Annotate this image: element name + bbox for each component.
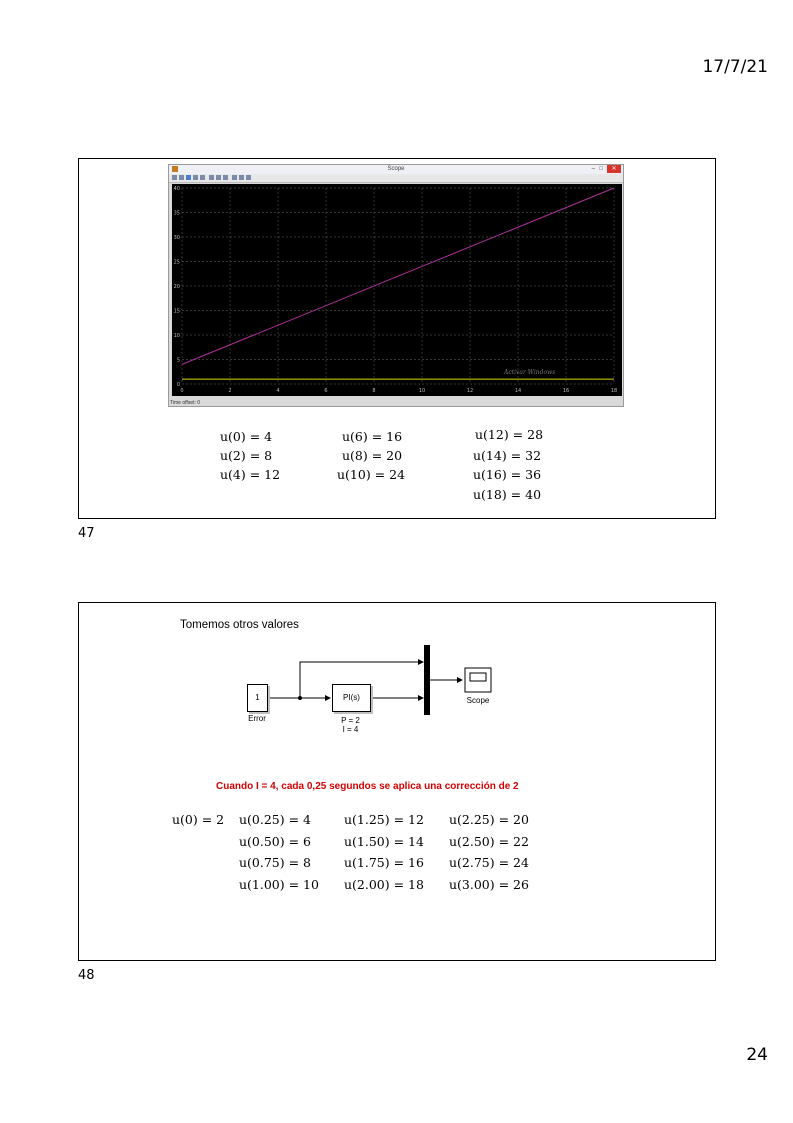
y-tick-label: 15 xyxy=(173,308,180,315)
x-tick-label: 2 xyxy=(228,388,232,394)
equation: u(14) = 32 xyxy=(473,448,542,463)
y-tick-label: 20 xyxy=(173,284,180,290)
equation: u(18) = 40 xyxy=(473,487,542,502)
y-tick-label: 30 xyxy=(173,235,180,241)
autoscale-icon[interactable] xyxy=(209,175,214,180)
constant-block[interactable]: 1 xyxy=(247,684,268,712)
save-axes-icon[interactable] xyxy=(216,175,221,180)
equation: u(1.00) = 10 xyxy=(239,877,319,892)
equation: u(1.75) = 16 xyxy=(344,855,424,870)
equation: u(2.75) = 24 xyxy=(449,855,529,870)
parameters-icon[interactable] xyxy=(232,175,237,180)
x-tick-label: 10 xyxy=(418,388,426,394)
page-date: 17/7/21 xyxy=(702,57,768,77)
equation: u(2.00) = 18 xyxy=(344,877,424,892)
scope-watermark: Activar Windows xyxy=(504,369,556,376)
y-tick-label: 35 xyxy=(173,210,180,217)
pi-param-i: I = 4 xyxy=(342,725,359,734)
equation: u(16) = 36 xyxy=(473,467,542,482)
scope-status: Time offset: 0 xyxy=(170,400,201,406)
y-tick-label: 10 xyxy=(173,333,180,339)
equation: u(0.75) = 8 xyxy=(239,855,312,870)
slide-number: 47 xyxy=(78,526,95,541)
zoom-icon[interactable] xyxy=(186,175,191,180)
scope-screen-icon xyxy=(470,673,486,681)
equation: u(0) = 2 xyxy=(172,812,225,827)
scope-toolbar xyxy=(169,174,623,183)
equation: u(0.50) = 6 xyxy=(239,834,312,849)
equation: u(1.25) = 12 xyxy=(344,812,424,827)
x-tick-label: 0 xyxy=(180,388,184,394)
equation: u(0) = 4 xyxy=(220,429,273,444)
matlab-icon xyxy=(172,166,178,172)
print-icon[interactable] xyxy=(172,175,177,180)
x-tick-label: 6 xyxy=(324,388,328,394)
maximize-icon[interactable]: □ xyxy=(599,166,603,172)
signal-select-icon[interactable] xyxy=(246,175,251,180)
scope-plot xyxy=(172,184,622,396)
equation: u(12) = 28 xyxy=(475,427,544,442)
series-line-0 xyxy=(182,188,614,364)
y-tick-label: 5 xyxy=(176,357,180,364)
equation: u(4) = 12 xyxy=(220,467,281,482)
minimize-icon[interactable]: – xyxy=(591,166,595,172)
y-tick-label: 25 xyxy=(173,259,180,266)
x-tick-label: 16 xyxy=(562,388,570,394)
slide-47 xyxy=(78,158,716,519)
close-icon[interactable]: ✕ xyxy=(607,165,621,173)
zoom-x-icon[interactable] xyxy=(193,175,198,180)
equation: u(2.50) = 22 xyxy=(449,834,529,849)
scope-window xyxy=(168,164,624,407)
restore-axes-icon[interactable] xyxy=(223,175,228,180)
equation: u(2.25) = 20 xyxy=(449,812,529,827)
pi-block[interactable]: PI(s) xyxy=(332,684,371,712)
pi-param-p: P = 2 xyxy=(341,716,360,725)
scope-label: Scope xyxy=(466,696,490,705)
constant-label: Error xyxy=(248,714,266,723)
mux-block[interactable] xyxy=(424,645,430,715)
slide-48 xyxy=(78,602,716,961)
equation: u(10) = 24 xyxy=(337,467,406,482)
zoom-y-icon[interactable] xyxy=(200,175,205,180)
x-tick-label: 4 xyxy=(276,388,280,394)
caption: Cuando I = 4, cada 0,25 segundos se aplica una corrección de 2 xyxy=(216,781,519,792)
equation: u(8) = 20 xyxy=(342,448,403,463)
lock-icon[interactable] xyxy=(239,175,244,180)
settings-icon[interactable] xyxy=(179,175,184,180)
x-tick-label: 12 xyxy=(466,388,474,394)
x-tick-label: 8 xyxy=(372,388,376,394)
equation: u(2) = 8 xyxy=(220,448,273,463)
x-tick-label: 18 xyxy=(610,388,618,394)
page-number: 24 xyxy=(746,1045,768,1065)
equation: u(1.50) = 14 xyxy=(344,834,424,849)
y-tick-label: 40 xyxy=(173,186,180,192)
scope-title: Scope xyxy=(169,165,623,174)
slide-number: 48 xyxy=(78,968,95,983)
slide-title: Tomemos otros valores xyxy=(180,619,299,631)
equation: u(0.25) = 4 xyxy=(239,812,312,827)
equation: u(6) = 16 xyxy=(342,429,403,444)
y-tick-label: 0 xyxy=(176,382,180,388)
scope-chart xyxy=(172,184,622,396)
x-tick-label: 14 xyxy=(514,388,522,394)
equation: u(3.00) = 26 xyxy=(449,877,529,892)
